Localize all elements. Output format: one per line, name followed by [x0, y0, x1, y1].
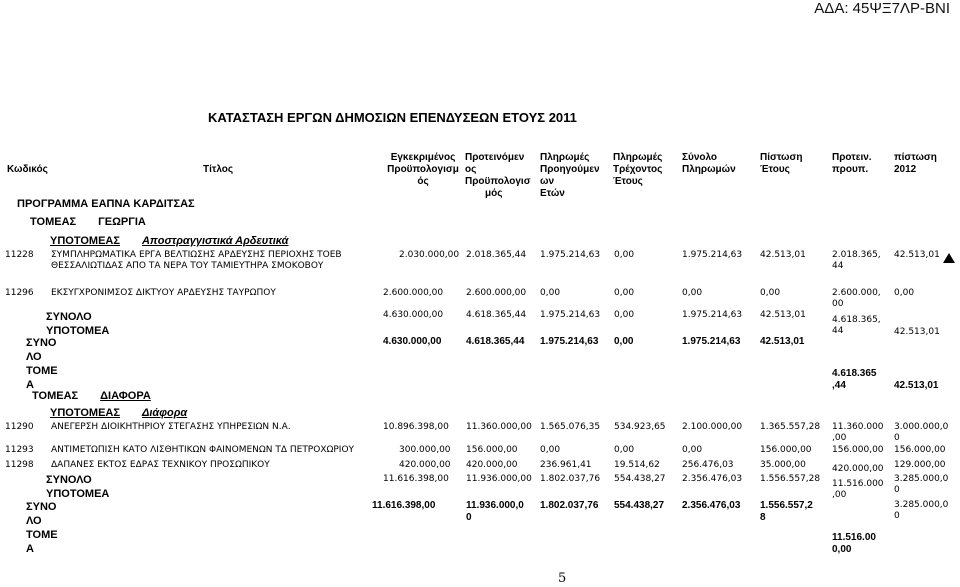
- row-code: 11228: [5, 250, 34, 260]
- sector-heading: ΤΟΜΕΑΣ ΓΕΩΡΓΙΑ: [30, 216, 146, 228]
- row-cur-payments: 19.514,62: [614, 460, 660, 470]
- row-code: 11296: [5, 288, 34, 298]
- subtotal-label: ΣΥΝΟΛΟ ΥΠΟΤΟΜΕΑ: [46, 311, 110, 337]
- sector-total-proposed-budget: 11.936.000,0 0: [466, 500, 524, 523]
- row-total-payments: 0,00: [682, 445, 703, 455]
- row-title: ΑΝΕΓΕΡΣΗ ΔΙΟΙΚΗΤΗΡΙΟΥ ΣΤΕΓΑΣΗΣ ΥΠΗΡΕΣΙΩΝ Ν.Α.: [51, 422, 291, 432]
- sector-heading: ΤΟΜΕΑΣ ΔΙΑΦΟΡΑ: [32, 390, 151, 402]
- col-credit-year-header: Πίστωση Έτους: [760, 152, 803, 175]
- program-heading: ΠΡΟΓΡΑΜΜΑ ΕΑΠΝΑ ΚΑΡΔΙΤΣΑΣ: [17, 198, 195, 210]
- subtotal-credit-2012: 3.285.000,0 0: [894, 474, 949, 495]
- row-credit-2012: 156.000,00: [894, 445, 946, 455]
- row-total-payments: 1.975.214,63: [682, 250, 743, 260]
- row-proposed-budget: 11.360.000,00: [466, 422, 532, 432]
- row-proposed-prev: 156.000,00: [832, 445, 884, 455]
- sector-total-credit-2012: 3.285.000,0 0: [894, 500, 949, 521]
- row-code: 11290: [5, 422, 34, 432]
- row-title: ΔΑΠΑΝΕΣ ΕΚΤΟΣ ΕΔΡΑΣ ΤΕΧΝΙΚΟΥ ΠΡΟΣΩΠΙΚΟΥ: [51, 460, 270, 470]
- row-approved-budget: 2.600.000,00: [383, 288, 444, 298]
- subtotal-approved-budget: 4.630.000,00: [383, 310, 444, 320]
- sector-total-approved-budget: 4.630.000,00: [383, 336, 442, 347]
- col-total-payments-header: Σύνολο Πληρωμών: [682, 152, 736, 175]
- row-proposed-budget: 2.018.365,44: [466, 250, 527, 260]
- col-title-header: Τίτλος: [203, 164, 234, 175]
- col-proposed-budget-header: Προτεινόμεν ος Προϋπολογισ μός: [465, 152, 531, 199]
- sector-total-credit-year: 1.556.557,2 8: [760, 500, 813, 523]
- page-title: ΚΑΤΑΣΤΑΣΗ ΕΡΓΩΝ ΔΗΜΟΣΙΩΝ ΕΠΕΝΔΥΣΕΩΝ ΕΤΟΥΣ 2011: [208, 110, 577, 125]
- subtotal-prev-payments: 1.802.037,76: [540, 474, 601, 484]
- page-number: 5: [558, 571, 567, 586]
- subtotal-proposed-prev: 4.618.365, 44: [832, 315, 881, 336]
- row-title: ΣΥΜΠΛΗΡΩΜΑΤΙΚΑ ΕΡΓΑ ΒΕΛΤΙΩΣΗΣ ΑΡΔΕΥΣΗΣ ΠΕΡΙΟΧΗΣ ΤΟΕΒ ΘΕΣΣΑΛΙΩΤΙΔΑΣ ΑΠΟ ΤΑ ΝΕΡΑ ΤΟΥ ΤΑΜΙΕΥΤΗΡΑ ΣΜΟΚΟΒΟΥ: [51, 250, 342, 271]
- subtotal-credit-year: 42.513,01: [760, 310, 806, 320]
- col-proposed-prev-header: Προτειν. προυπ.: [832, 152, 872, 175]
- row-total-payments: 2.100.000,00: [682, 422, 743, 432]
- subtotal-cur-payments: 0,00: [614, 310, 635, 320]
- row-credit-2012: 42.513,01: [894, 250, 940, 260]
- row-proposed-budget: 420.000,00: [466, 460, 518, 470]
- row-approved-budget: 10.896.398,00: [383, 422, 449, 432]
- subtotal-proposed-budget: 11.936.000,00: [466, 474, 532, 484]
- row-approved-budget: 420.000,00: [399, 460, 451, 470]
- sector-total-approved-budget: 11.616.398,00: [372, 500, 436, 511]
- row-prev-payments: 236.961,41: [540, 460, 592, 470]
- subtotal-total-payments: 1.975.214,63: [682, 310, 743, 320]
- subtotal-cur-payments: 554.438,27: [614, 474, 666, 484]
- row-proposed-prev: 2.600.000, 00: [832, 288, 881, 309]
- sector-total-cur-payments: 0,00: [614, 336, 634, 347]
- row-prev-payments: 0,00: [540, 288, 561, 298]
- row-credit-2012: 3.000.000,0 0: [894, 422, 949, 443]
- sector-total-prev-payments: 1.975.214,63: [540, 336, 599, 347]
- sector-total-total-payments: 2.356.476,03: [682, 500, 741, 511]
- row-title: ΕΚΣΥΓΧΡΟΝΙΜΣΟΣ ΔΙΚΤΥΟΥ ΑΡΔΕΥΣΗΣ ΤΑΥΡΩΠΟΥ: [51, 288, 276, 298]
- subtotal-credit-2012: 42.513,01: [894, 327, 940, 337]
- row-credit-year: 35.000,00: [760, 460, 806, 470]
- col-cur-payments-header: Πληρωμές Τρέχοντος Έτους: [613, 152, 663, 187]
- row-prev-payments: 1.975.214,63: [540, 250, 601, 260]
- sector-total-prev-payments: 1.802.037,76: [540, 500, 599, 511]
- subtotal-proposed-prev: 11.516.000 ,00: [832, 479, 884, 500]
- scroll-up-arrow-icon[interactable]: [943, 253, 955, 263]
- row-credit-year: 156.000,00: [760, 445, 812, 455]
- sector-total-credit-year: 42.513,01: [760, 336, 805, 347]
- subtotal-credit-year: 1.556.557,28: [760, 474, 821, 484]
- sector-total-total-payments: 1.975.214,63: [682, 336, 741, 347]
- row-approved-budget: 2.030.000,00: [399, 250, 460, 260]
- sector-total-credit-2012: 42.513,01: [894, 380, 939, 391]
- col-approved-budget-header: Εγκεκριμένος Προϋπολογισμ ός: [387, 152, 459, 187]
- row-credit-2012: 0,00: [894, 288, 915, 298]
- sector-total-label: ΣΥΝΟ ΛΟ ΤΟΜΕ Α: [26, 501, 58, 555]
- row-credit-year: 0,00: [760, 288, 781, 298]
- row-proposed-prev: 11.360.000 ,00: [832, 422, 884, 443]
- row-total-payments: 0,00: [682, 288, 703, 298]
- subtotal-prev-payments: 1.975.214,63: [540, 310, 601, 320]
- row-cur-payments: 534.923,65: [614, 422, 666, 432]
- subtotal-approved-budget: 11.616.398,00: [383, 474, 449, 484]
- row-prev-payments: 1.565.076,35: [540, 422, 601, 432]
- row-credit-year: 42.513,01: [760, 250, 806, 260]
- subtotal-total-payments: 2.356.476,03: [682, 474, 743, 484]
- row-proposed-budget: 2.600.000,00: [466, 288, 527, 298]
- sector-total-proposed-prev: 4.618.365 ,44: [832, 368, 877, 391]
- row-code: 11293: [5, 445, 34, 455]
- row-cur-payments: 0,00: [614, 288, 635, 298]
- row-proposed-prev: 420.000,00: [832, 464, 884, 474]
- col-prev-payments-header: Πληρωμές Προηγούμεν ων Ετών: [540, 152, 600, 199]
- subsector-heading: ΥΠΟΤΟΜΕΑΣ Αποστραγγιστικά Αρδευτικά: [50, 235, 289, 247]
- subsector-heading: ΥΠΟΤΟΜΕΑΣ Διάφορα: [50, 407, 188, 419]
- row-code: 11298: [5, 460, 34, 470]
- sector-total-proposed-budget: 4.618.365,44: [466, 336, 525, 347]
- col-code-header: Κωδικός: [7, 164, 48, 175]
- col-credit-2012-header: πίστωση 2012: [894, 152, 937, 175]
- row-cur-payments: 0,00: [614, 445, 635, 455]
- subtotal-label: ΣΥΝΟΛΟ ΥΠΟΤΟΜΕΑ: [46, 474, 110, 500]
- sector-total-cur-payments: 554.438,27: [614, 500, 665, 511]
- row-proposed-budget: 156.000,00: [466, 445, 518, 455]
- sector-total-proposed-prev: 11.516.00 0,00: [832, 532, 876, 555]
- subtotal-proposed-budget: 4.618.365,44: [466, 310, 527, 320]
- row-approved-budget: 300.000,00: [399, 445, 451, 455]
- sector-total-label: ΣΥΝΟ ΛΟ ΤΟΜΕ Α: [26, 337, 58, 391]
- row-credit-year: 1.365.557,28: [760, 422, 821, 432]
- row-title: ΑΝΤΙΜΕΤΩΠΙΣΗ ΚΑΤΟ ΛΙΣΘΗΤΙΚΩΝ ΦΑΙΝΟΜΕΝΩΝ ΤΔ ΠΕΤΡΟΧΩΡΙΟΥ: [51, 445, 355, 455]
- document-id: ΑΔΑ: 45ΨΞ7ΛΡ-ΒΝΙ: [814, 0, 950, 17]
- row-prev-payments: 0,00: [540, 445, 561, 455]
- row-cur-payments: 0,00: [614, 250, 635, 260]
- row-total-payments: 256.476,03: [682, 460, 734, 470]
- row-proposed-prev: 2.018.365, 44: [832, 250, 881, 271]
- row-credit-2012: 129.000,00: [894, 460, 946, 470]
